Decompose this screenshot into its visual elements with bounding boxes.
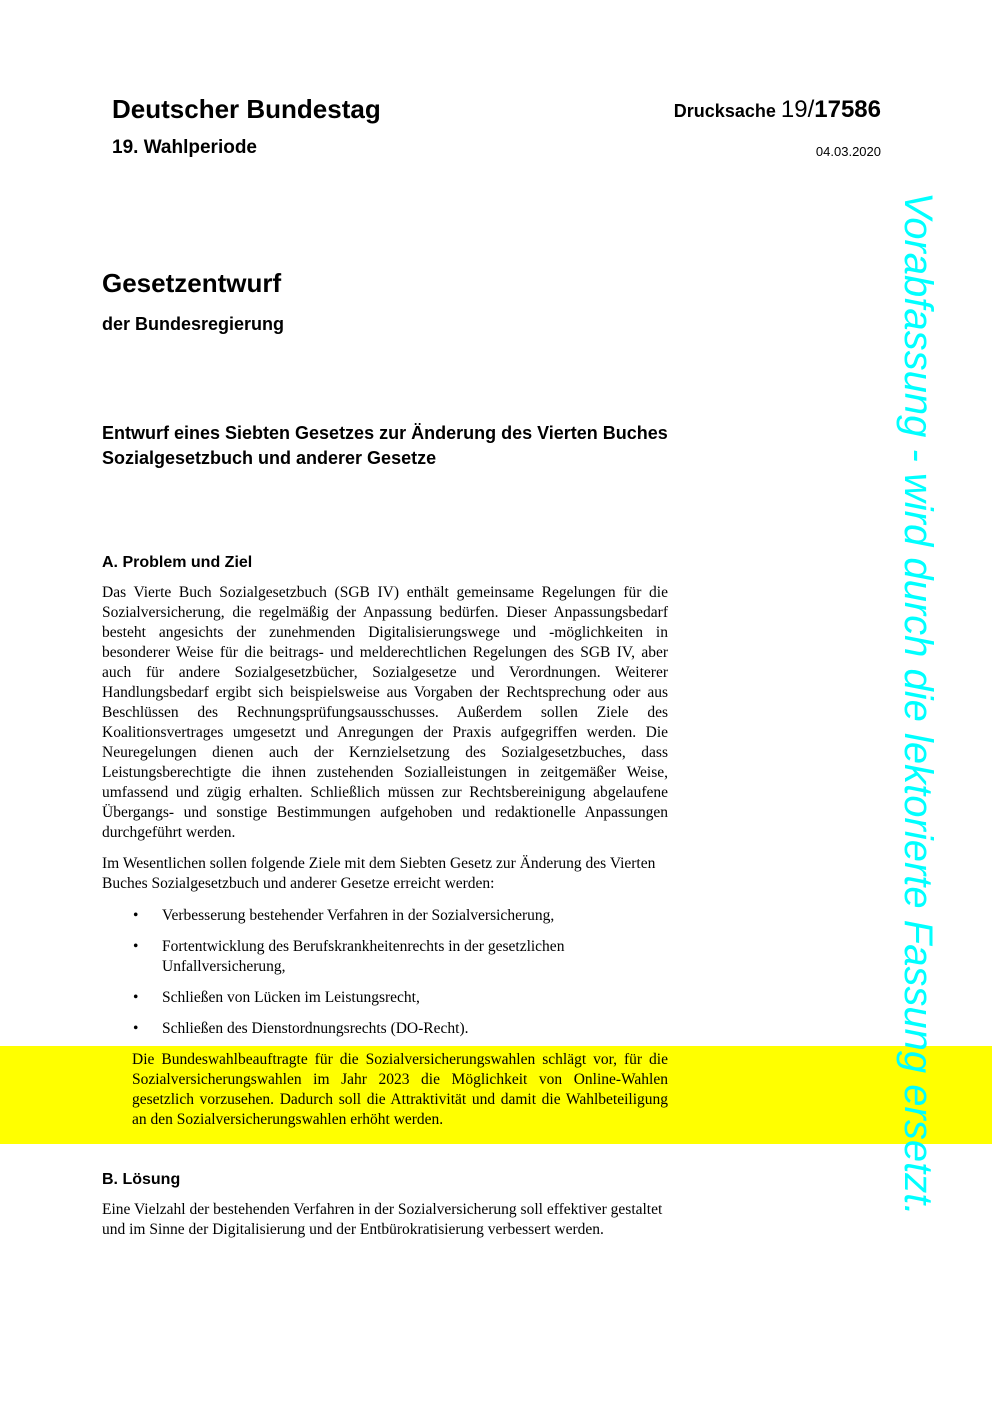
list-item (102, 906, 668, 926)
drucksache-label: Drucksache (673, 101, 776, 121)
document-title-line-2: Sozialgesetzbuch und anderer Gesetze (102, 448, 437, 468)
drucksache-id: 17586 (814, 96, 881, 123)
list-item-text: Verbesserung bestehender Verfahren in der Sozialversicherung, (162, 907, 555, 924)
bullet-icon: • (133, 907, 139, 924)
document-title-line-1: Entwurf eines Siebten Gesetzes zur Änderung des Vierten Buches (102, 423, 668, 443)
institution-name: Deutscher Bundestag (112, 94, 381, 124)
section-a-paragraph-2: Im Wesentlichen sollen folgende Ziele mit dem Siebten Gesetz zur Änderung des Vierten Buches Sozialgesetzbuch und anderer Gesetze erreicht werden: (102, 855, 656, 892)
drucksache-number (674, 96, 881, 124)
list-item (102, 988, 668, 1008)
list-item-text: Schließen des Dienstordnungsrechts (DO-Recht). (162, 1020, 469, 1037)
document-date: 04.03.2020 (815, 144, 881, 159)
drucksache-prefix: 19/ (780, 96, 815, 123)
bullet-icon: • (133, 1020, 139, 1037)
bullet-icon: • (133, 989, 139, 1006)
document-type: Gesetzentwurf (102, 268, 282, 298)
legislative-period: 19. Wahlperiode (112, 137, 257, 158)
document-title (102, 421, 782, 471)
section-a-heading: A. Problem und Ziel (102, 554, 253, 571)
document-submitter: der Bundesregierung (102, 314, 285, 334)
list-item-text: Fortentwicklung des Berufskrankheitenrechts in der gesetzlichen Unfallversicherung, (162, 938, 565, 975)
highlighted-paragraph: Die Bundeswahlbeauftragte für die Sozialversicherungswahlen schlägt vor, für die Sozialversicherungswahlen im Jahr 2023 die Möglichkeit von Online-Wahlen gesetzlich vorzusehen. Dadurch soll die Attraktivität und damit die Wahlbeteiligung an den Sozialversicherungswahlen erhöht werden. (132, 1051, 668, 1128)
section-b-paragraph-1: Eine Vielzahl der bestehenden Verfahren in der Sozialversicherung soll effektiver gestaltet und im Sinne der Digitalisierung und der Entbürokratisierung verbessert werden. (102, 1201, 663, 1238)
list-item (102, 937, 668, 977)
draft-watermark: Vorabfassung - wird durch die lektorierte Fassung ersetzt. (896, 192, 940, 1216)
list-item (102, 1019, 668, 1039)
section-a-paragraph-1: Das Vierte Buch Sozialgesetzbuch (SGB IV) enthält gemeinsame Regelungen für die Sozialversicherung, die regelmäßig der Anpassung bedürfen. Dieser Anpassungsbedarf besteht angesichts der zunehmenden Digitalisierungswege und -möglichkeiten in besonderer Weise für die beitrags- und melderechtlichen Regelungen des SGB IV, aber auch für andere Sozialgesetzbücher, Sozialgesetze und Verordnungen. Weiterer Handlungsbedarf ergibt sich beispielsweise aus Vorgaben der Rechtsprechung oder aus Beschlüssen des Rechnungsprüfungsausschusses. Außerdem sollen Ziele des Koalitionsvertrages umgesetzt und Anregungen der Praxis aufgegriffen werden. Die Neuregelungen dienen auch der Kernzielsetzung des Sozialgesetzbuches, dass Leistungsberechtigte die ihnen zustehenden Sozialleistungen in zeitgemäßer Weise, umfassend und zügig erhalten. Schließlich müssen zur Rechtsbereinigung abgelaufene Übergangs- und sonstige Bestimmungen aufgehoben und redaktionelle Anpassungen durchgeführt werden. (102, 584, 668, 841)
bullet-icon: • (133, 938, 139, 955)
section-b-heading: B. Lösung (102, 1171, 181, 1188)
list-item-text: Schließen von Lücken im Leistungsrecht, (162, 989, 420, 1006)
goals-list (102, 906, 668, 1050)
